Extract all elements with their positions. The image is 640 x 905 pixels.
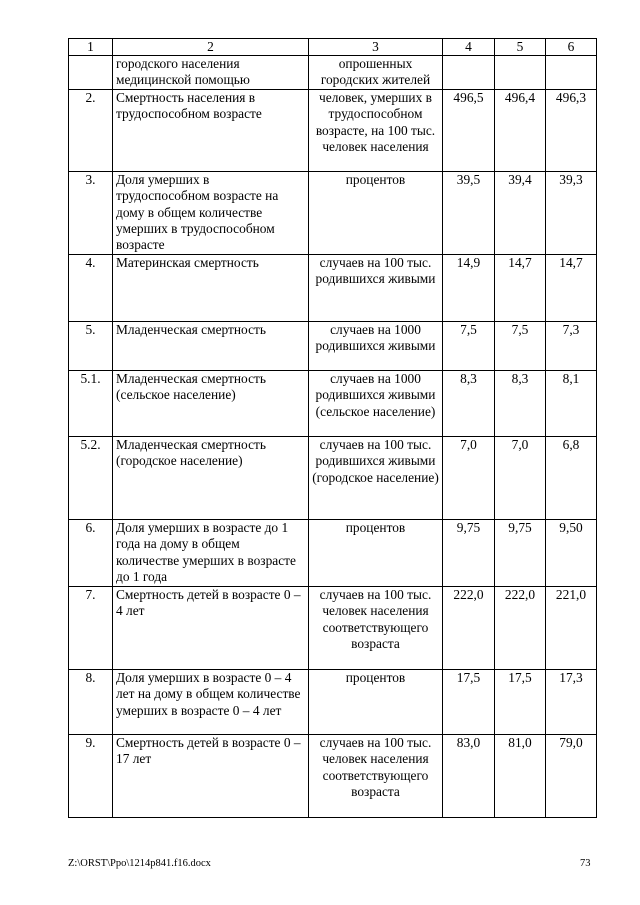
value-cell: 7,0 — [443, 437, 495, 520]
row-number: 2. — [69, 90, 113, 172]
unit-cell: процентов — [309, 172, 443, 255]
table-row — [69, 90, 597, 172]
indicator-name: Младенческая смертность (городское население) — [113, 437, 309, 520]
unit-cell: случаев на 100 тыс. родившихся живыми — [309, 255, 443, 322]
row-number: 5.1. — [69, 371, 113, 437]
unit-cell: случаев на 100 тыс. родившихся живыми (городское население) — [309, 437, 443, 520]
row-number: 3. — [69, 172, 113, 255]
value-cell: 17,5 — [495, 670, 546, 735]
row-number — [69, 56, 113, 90]
row-number: 4. — [69, 255, 113, 322]
indicator-name: городского населения медицинской помощью — [113, 56, 309, 90]
indicator-name: Смертность детей в возрасте 0 – 17 лет — [113, 735, 309, 818]
header-cell: 5 — [495, 39, 546, 56]
unit-cell: случаев на 100 тыс. человек населения соответствующего возраста — [309, 735, 443, 818]
value-cell: 83,0 — [443, 735, 495, 818]
unit-cell: случаев на 1000 родившихся живыми (сельское население) — [309, 371, 443, 437]
value-cell: 8,1 — [546, 371, 597, 437]
footer-file-path: Z:\ORST\Ppo\1214p841.f16.docx — [68, 858, 211, 869]
unit-cell: человек, умерших в трудоспособном возрасте, на 100 тыс. человек населения — [309, 90, 443, 172]
indicator-name: Младенческая смертность — [113, 322, 309, 371]
table-row — [69, 371, 597, 437]
value-cell — [495, 56, 546, 90]
table-row — [69, 670, 597, 735]
indicator-name: Материнская смертность — [113, 255, 309, 322]
value-cell: 7,5 — [443, 322, 495, 371]
header-cell: 6 — [546, 39, 597, 56]
value-cell — [546, 56, 597, 90]
header-cell: 2 — [113, 39, 309, 56]
value-cell: 222,0 — [443, 587, 495, 670]
table-row — [69, 255, 597, 322]
indicator-name: Доля умерших в возрасте 0 – 4 лет на дому в общем количестве умерших в возрасте 0 – 4 лет — [113, 670, 309, 735]
value-cell: 496,3 — [546, 90, 597, 172]
value-cell: 6,8 — [546, 437, 597, 520]
value-cell: 39,4 — [495, 172, 546, 255]
header-cell: 1 — [69, 39, 113, 56]
indicator-name: Младенческая смертность (сельское население) — [113, 371, 309, 437]
unit-cell: случаев на 1000 родившихся живыми — [309, 322, 443, 371]
indicator-name: Доля умерших в возрасте до 1 года на дому в общем количестве умерших в возрасте до 1 года — [113, 520, 309, 587]
indicator-table — [68, 38, 597, 818]
indicator-name: Смертность детей в возрасте 0 – 4 лет — [113, 587, 309, 670]
table-row — [69, 520, 597, 587]
value-cell: 7,3 — [546, 322, 597, 371]
indicator-name: Смертность населения в трудоспособном возрасте — [113, 90, 309, 172]
value-cell: 222,0 — [495, 587, 546, 670]
value-cell: 8,3 — [495, 371, 546, 437]
value-cell: 9,50 — [546, 520, 597, 587]
value-cell: 9,75 — [495, 520, 546, 587]
row-number: 7. — [69, 587, 113, 670]
table-row — [69, 735, 597, 818]
unit-cell: опрошенных городских жителей — [309, 56, 443, 90]
value-cell: 39,5 — [443, 172, 495, 255]
value-cell: 496,4 — [495, 90, 546, 172]
value-cell: 17,5 — [443, 670, 495, 735]
value-cell: 81,0 — [495, 735, 546, 818]
unit-cell: процентов — [309, 670, 443, 735]
value-cell: 17,3 — [546, 670, 597, 735]
table-row — [69, 322, 597, 371]
value-cell: 79,0 — [546, 735, 597, 818]
table-header-row — [69, 39, 597, 56]
table-row — [69, 587, 597, 670]
value-cell: 14,7 — [546, 255, 597, 322]
value-cell: 7,0 — [495, 437, 546, 520]
value-cell: 8,3 — [443, 371, 495, 437]
header-cell: 3 — [309, 39, 443, 56]
row-number: 5.2. — [69, 437, 113, 520]
value-cell: 221,0 — [546, 587, 597, 670]
header-cell: 4 — [443, 39, 495, 56]
row-number: 8. — [69, 670, 113, 735]
table-row — [69, 56, 597, 90]
page-number: 73 — [580, 858, 591, 869]
value-cell: 9,75 — [443, 520, 495, 587]
table-row — [69, 172, 597, 255]
value-cell — [443, 56, 495, 90]
value-cell: 14,7 — [495, 255, 546, 322]
indicator-name: Доля умерших в трудоспособном возрасте на дому в общем количестве умерших в трудоспособном возрасте — [113, 172, 309, 255]
value-cell: 39,3 — [546, 172, 597, 255]
table-row — [69, 437, 597, 520]
unit-cell: случаев на 100 тыс. человек населения соответствующего возраста — [309, 587, 443, 670]
row-number: 9. — [69, 735, 113, 818]
row-number: 6. — [69, 520, 113, 587]
value-cell: 496,5 — [443, 90, 495, 172]
value-cell: 7,5 — [495, 322, 546, 371]
value-cell: 14,9 — [443, 255, 495, 322]
row-number: 5. — [69, 322, 113, 371]
unit-cell: процентов — [309, 520, 443, 587]
